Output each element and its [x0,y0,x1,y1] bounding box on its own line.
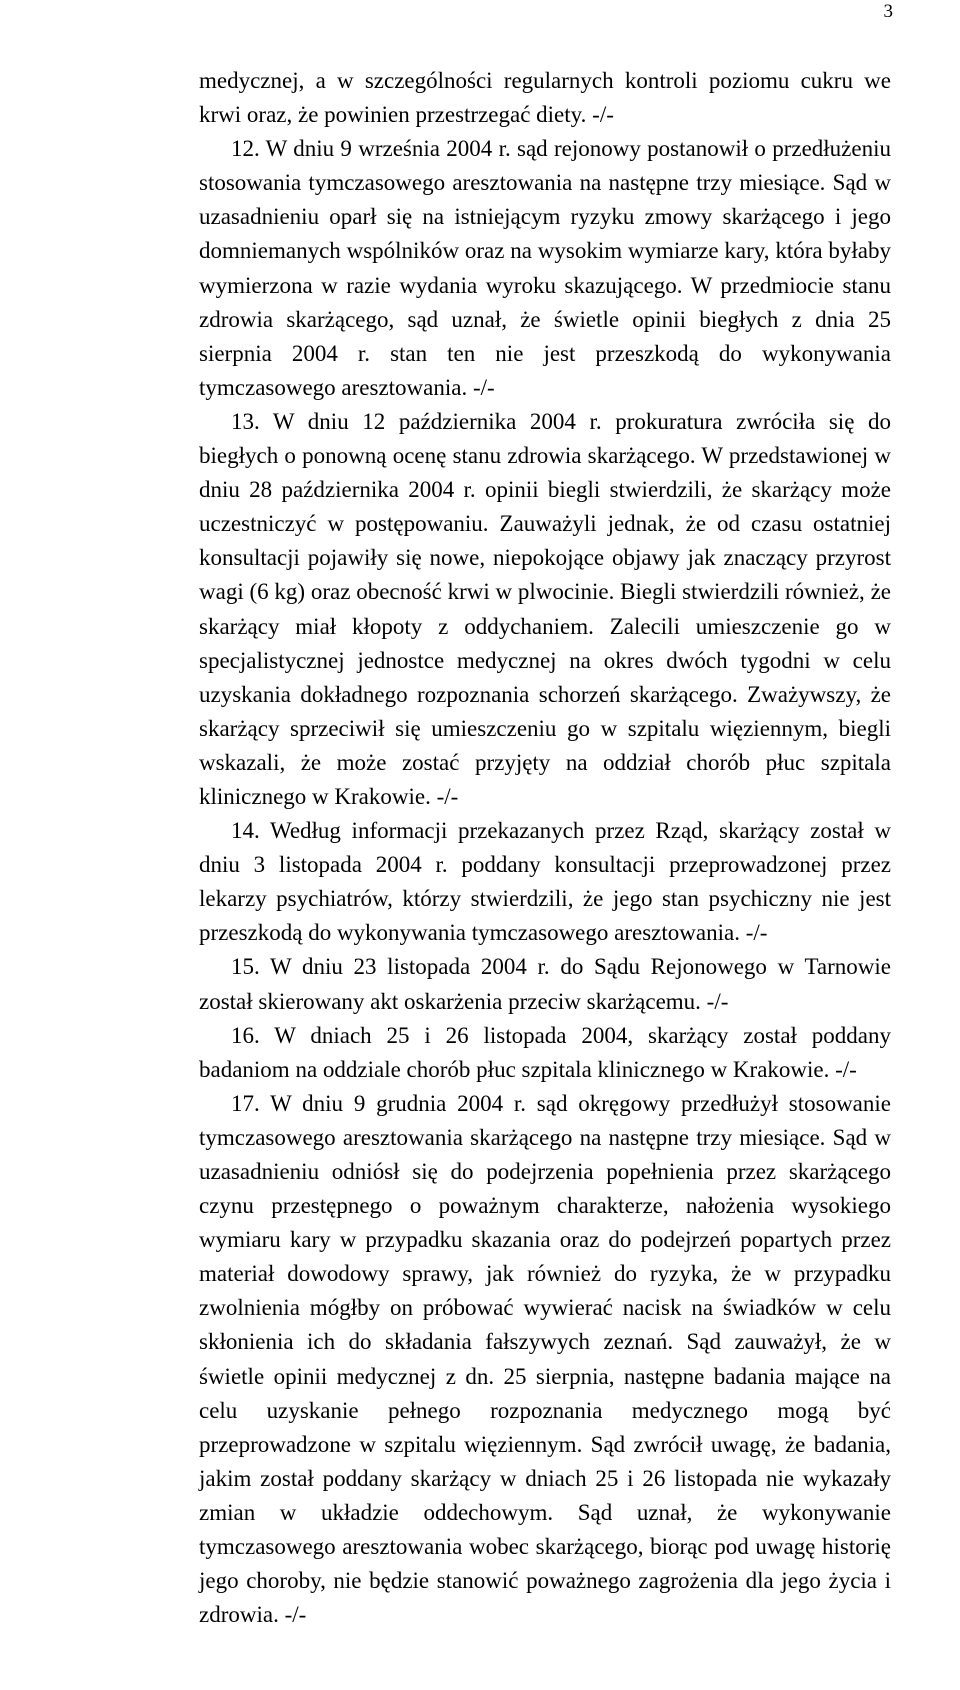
paragraph-number: 15. [231,954,260,980]
paragraph-text: medycznej, a w szczególności regularnych kontroli poziomu cukru we krwi oraz, że powinien przestrzegać diety. -/- [199,68,891,128]
paragraph-15 [199,950,891,1018]
paragraph-text: Według informacji przekazanych przez Rząd, skarżący został w dniu 3 listopada 2004 r. poddany konsultacji przeprowadzonej przez lekarzy psychiatrów, którzy stwierdzili, że jego stan psychiczny nie jest przeszkodą do wykonywania tymczasowego aresztowania. -/- [199,818,891,946]
paragraph-16 [199,1019,891,1087]
paragraph-12 [199,132,891,405]
paragraph-text: W dniu 23 listopada 2004 r. do Sądu Rejonowego w Tarnowie został skierowany akt oskarżenia przeciw skarżącemu. -/- [199,954,891,1014]
paragraph-number: 13. [231,408,260,434]
paragraph-13 [199,405,891,814]
paragraph-number: 16. [231,1022,260,1048]
paragraph-number: 17. [231,1090,260,1116]
document-body [199,64,891,1632]
paragraph-continuation [199,64,891,132]
paragraph-number: 14. [231,818,260,844]
paragraph-number: 12. [231,136,260,162]
paragraph-14 [199,814,891,950]
page-number: 3 [883,1,893,22]
paragraph-text: W dniu 12 października 2004 r. prokuratura zwróciła się do biegłych o ponowną ocenę stanu zdrowia skarżącego. W przedstawionej w dniu 28 października 2004 r. opinii biegli stwierdzili, że skarżący może uczestniczyć w postępowaniu. Zauważyli jednak, że od czasu ostatniej konsultacji pojawiły się nowe, niepokojące objawy jak znaczący przyrost wagi (6 kg) oraz obecność krwi w plwocinie. Biegli stwierdzili również, że skarżący miał kłopoty z oddychaniem. Zalecili umieszczenie go w specjalistycznej jednostce medycznej na okres dwóch tygodni w celu uzyskania dokładnego rozpoznania schorzeń skarżącego. Zważywszy, że skarżący sprzeciwił się umieszczeniu go w szpitalu więziennym, biegli wskazali, że może zostać przyjęty na oddział chorób płuc szpitala klinicznego w Krakowie. -/- [199,408,891,809]
paragraph-text: W dniach 25 i 26 listopada 2004, skarżący został poddany badaniom na oddziale chorób płuc szpitala klinicznego w Krakowie. -/- [199,1022,891,1082]
paragraph-17 [199,1087,891,1633]
paragraph-text: W dniu 9 września 2004 r. sąd rejonowy postanowił o przedłużeniu stosowania tymczasowego aresztowania na następne trzy miesiące. Sąd w uzasadnieniu oparł się na istniejącym ryzyku zmowy skarżącego i jego domniemanych wspólników oraz na wysokim wymiarze kary, która byłaby wymierzona w razie wydania wyroku skazującego. W przedmiocie stanu zdrowia skarżącego, sąd uznał, że świetle opinii biegłych z dnia 25 sierpnia 2004 r. stan ten nie jest przeszkodą do wykonywania tymczasowego aresztowania. -/- [199,136,891,400]
paragraph-text: W dniu 9 grudnia 2004 r. sąd okręgowy przedłużył stosowanie tymczasowego aresztowania skarżącego na następne trzy miesiące. Sąd w uzasadnieniu odniósł się do podejrzenia popełnienia przez skarżącego czynu przestępnego o poważnym charakterze, nałożenia wysokiego wymiaru kary w przypadku skazania oraz do podejrzeń popartych przez materiał dowodowy sprawy, jak również do ryzyka, że w przypadku zwolnienia mógłby on próbować wywierać nacisk na świadków w celu skłonienia ich do składania fałszywych zeznań. Sąd zauważył, że w świetle opinii medycznej z dn. 25 sierpnia, następne badania mające na celu uzyskanie pełnego rozpoznania medycznego mogą być przeprowadzone w szpitalu więziennym. Sąd zwrócił uwagę, że badania, jakim został poddany skarżący w dniach 25 i 26 listopada nie wykazały zmian w układzie oddechowym. Sąd uznał, że wykonywanie tymczasowego aresztowania wobec skarżącego, biorąc pod uwagę historię jego choroby, nie będzie stanowić poważnego zagrożenia dla jego życia i zdrowia. -/- [199,1090,891,1628]
